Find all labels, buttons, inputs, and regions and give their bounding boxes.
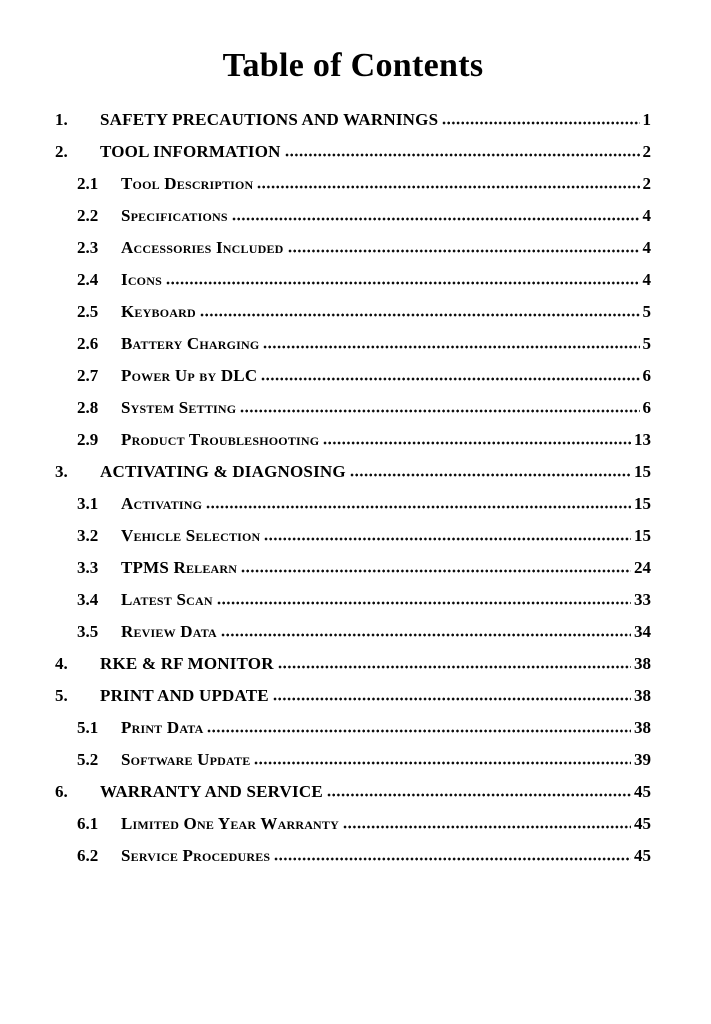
toc-entry-number: 4. [55,654,68,673]
toc-entry-number: 2.1 [77,174,99,193]
dot-leader [263,345,639,349]
toc-entry-page: 45 [634,846,651,865]
toc-entry [55,590,651,610]
toc-entry-page: 5 [642,302,651,321]
toc-entry-number: 6. [55,782,68,801]
toc-entry-number: 5.1 [77,718,99,737]
toc-entry-number: 2. [55,142,68,161]
dot-leader [232,217,640,221]
toc-entry-page: 4 [642,206,651,225]
toc-entry-page: 45 [634,782,651,801]
toc-entry-number: 2.2 [77,206,99,225]
dot-leader [278,665,631,669]
toc-entry [55,110,651,130]
toc-entry-label: Tool Description [121,174,254,193]
toc-entry [55,238,651,258]
dot-leader [288,249,640,253]
toc-entry-number: 2.3 [77,238,99,257]
toc-entry-label: Review Data [121,622,217,641]
dot-leader [343,825,631,829]
toc-entry [55,526,651,546]
toc-entry-label: Latest Scan [121,590,213,609]
dot-leader [200,313,640,317]
toc-entry-page: 6 [642,398,651,417]
toc-entry [55,558,651,578]
toc-entry-label: System Setting [121,398,237,417]
toc-entry [55,782,651,802]
toc-entry-label: Software Update [121,750,251,769]
toc-entry-page: 38 [634,654,651,673]
toc-entry [55,302,651,322]
toc-entry-page: 4 [642,270,651,289]
toc-entry-page: 15 [634,526,651,545]
dot-leader [264,537,631,541]
dot-leader [217,601,631,605]
toc-entry-page: 5 [642,334,651,353]
toc-list [55,110,651,866]
dot-leader [323,441,631,445]
toc-entry-label: Battery Charging [121,334,260,353]
toc-entry-page: 38 [634,718,651,737]
dot-leader [285,153,640,157]
page-title: Table of Contents [222,47,484,84]
toc-entry-page: 39 [634,750,651,769]
toc-entry-page: 4 [642,238,651,257]
toc-entry [55,174,651,194]
toc-entry-number: 6.1 [77,814,99,833]
dot-leader [206,505,631,509]
toc-entry-number: 3.4 [77,590,99,609]
toc-entry-number: 3.2 [77,526,99,545]
dot-leader [241,569,631,573]
toc-entry [55,718,651,738]
dot-leader [166,281,640,285]
toc-entry [55,654,651,674]
dot-leader [254,761,631,765]
toc-entry-page: 6 [642,366,651,385]
toc-entry-label: Print Data [121,718,204,737]
toc-entry-label: PRINT AND UPDATE [100,686,269,705]
toc-entry-number: 3.1 [77,494,99,513]
toc-entry [55,622,651,642]
toc-entry [55,398,651,418]
toc-entry-page: 34 [634,622,651,641]
toc-entry-label: TOOL INFORMATION [100,142,281,161]
toc-entry [55,206,651,226]
toc-entry-number: 3. [55,462,68,481]
toc-entry [55,750,651,770]
toc-entry [55,366,651,386]
toc-entry [55,430,651,450]
toc-entry-number: 2.6 [77,334,99,353]
dot-leader [274,857,631,861]
toc-entry-label: Activating [121,494,203,513]
toc-entry-number: 2.7 [77,366,99,385]
toc-entry-number: 2.4 [77,270,99,289]
toc-entry-label: Accessories Included [121,238,284,257]
toc-entry-page: 24 [634,558,651,577]
toc-entry-label: SAFETY PRECAUTIONS AND WARNINGS [100,110,439,129]
toc-entry-number: 5. [55,686,68,705]
toc-entry-page: 15 [634,494,651,513]
toc-entry-label: WARRANTY AND SERVICE [100,782,323,801]
toc-entry-page: 13 [634,430,651,449]
toc-entry-page: 1 [642,110,651,129]
toc-entry-label: RKE & RF MONITOR [100,654,274,673]
toc-entry-number: 3.5 [77,622,99,641]
toc-entry-label: Power Up by DLC [121,366,258,385]
toc-entry-number: 6.2 [77,846,99,865]
dot-leader [273,697,631,701]
toc-entry-label: Product Troubleshooting [121,430,320,449]
toc-entry [55,142,651,162]
toc-entry-label: Service Procedures [121,846,271,865]
toc-entry-label: Specifications [121,206,228,225]
toc-entry-label: Vehicle Selection [121,526,261,545]
dot-leader [207,729,631,733]
toc-entry-number: 2.8 [77,398,99,417]
dot-leader [327,793,631,797]
toc-entry-label: ACTIVATING & DIAGNOSING [100,462,346,481]
dot-leader [257,185,639,189]
toc-entry [55,270,651,290]
toc-entry [55,494,651,514]
toc-entry-number: 2.9 [77,430,99,449]
toc-entry [55,814,651,834]
toc-entry-label: TPMS Relearn [121,558,238,577]
toc-entry-page: 45 [634,814,651,833]
toc-entry-number: 3.3 [77,558,99,577]
toc-entry [55,462,651,482]
toc-entry-page: 33 [634,590,651,609]
toc-entry [55,846,651,866]
toc-entry [55,686,651,706]
toc-entry-page: 2 [642,174,651,193]
toc-entry-page: 2 [642,142,651,161]
toc-entry-label: Keyboard [121,302,196,321]
toc-entry-label: Limited One Year Warranty [121,814,339,833]
toc-entry-page: 15 [634,462,651,481]
toc-entry-number: 5.2 [77,750,99,769]
toc-entry-page: 38 [634,686,651,705]
dot-leader [261,377,639,381]
toc-entry-number: 2.5 [77,302,99,321]
dot-leader [240,409,639,413]
dot-leader [221,633,631,637]
toc-entry-number: 1. [55,110,68,129]
dot-leader [350,473,631,477]
toc-entry [55,334,651,354]
dot-leader [442,121,639,125]
toc-entry-label: Icons [121,270,162,289]
